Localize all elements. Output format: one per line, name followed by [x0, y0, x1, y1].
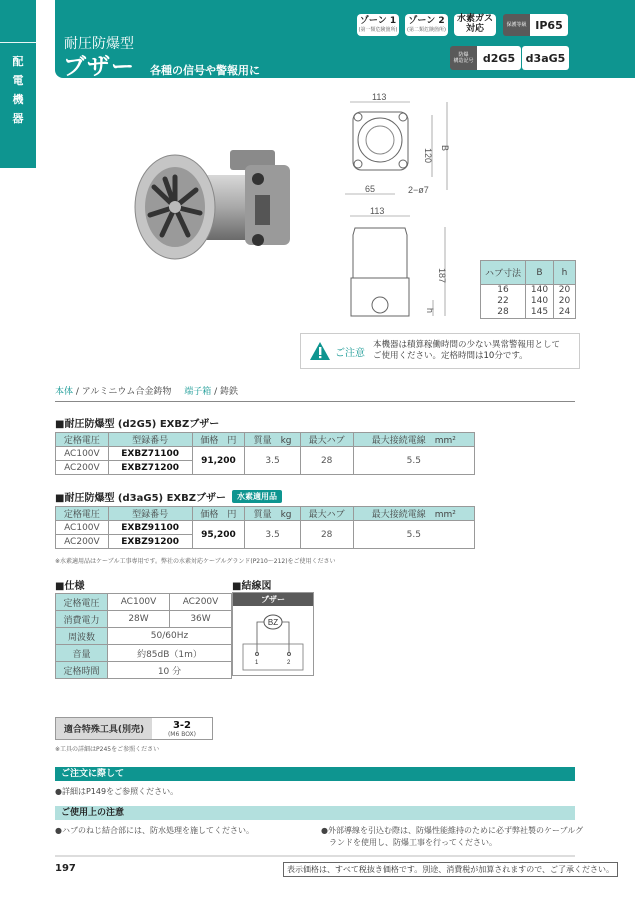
zone2-badge: ゾーン 2 (第二類危険箇所) — [405, 14, 448, 36]
svg-text:113: 113 — [370, 206, 385, 216]
svg-text:65: 65 — [365, 184, 376, 194]
side-category-tab[interactable] — [0, 43, 36, 168]
product-tagline: 各種の信号や警報用に — [150, 64, 260, 77]
side-char: 配 — [12, 55, 24, 68]
table1-title: ■耐圧防爆型 (d2G5) EXBZブザー — [55, 419, 220, 430]
svg-text:h: h — [425, 308, 435, 314]
table-row: AC100V EXBZ91100 95,200 3.5 28 5.5 — [56, 521, 475, 535]
svg-text:B: B — [440, 145, 450, 152]
table-row: 16 140 20 — [481, 285, 576, 297]
usage-item-2: ●外部導線を引込む際は、防爆性能維持のために必ず弊社製のケーブルグ ランドを使用し、防爆工事を行ってください。 — [321, 826, 584, 847]
svg-text:113: 113 — [372, 92, 387, 102]
product-table-d3ag5: 定格電圧 型録番号 価格 円 質量 kg 最大ハブ 最大接続電線 mm² AC100V EXBZ91100 95,200 3.5 28 5.5 AC200V EXBZ91200 — [55, 506, 475, 549]
table-row: 28 145 24 — [481, 307, 576, 319]
side-char: 器 — [12, 112, 24, 125]
protection-label: 保護等級 — [503, 14, 530, 36]
wiring-diagram: ブザー BZ 1 2 — [232, 592, 314, 676]
table-row: 音量 約85dB（1m） — [56, 645, 232, 662]
protection-value: IP65 — [530, 14, 568, 36]
order-section-header: ご注文に際して — [55, 767, 575, 781]
side-tab-top — [0, 0, 36, 42]
caution-label: ご注意 — [335, 347, 365, 359]
price-note: 表示価格は、すべて税抜き価格です。別途、消費税が加算されますので、ご了承ください。 — [283, 862, 618, 877]
product-table-d2g5: 定格電圧 型録番号 価格 円 質量 kg 最大ハブ 最大接続電線 mm² AC100V EXBZ71100 91,200 3.5 28 5.5 AC200V EXBZ71200 — [55, 432, 475, 475]
table-row: 消費電力 28W 36W — [56, 611, 232, 628]
hydrogen-badge: 水素ガス 対応 — [454, 14, 496, 36]
side-char: 電 — [12, 74, 24, 87]
table-row: 周波数 50/60Hz — [56, 628, 232, 645]
dimension-drawing — [325, 90, 505, 330]
material-info: 本体 / アルミニウム合金鋳物 端子箱 / 鋳鉄 — [55, 387, 238, 397]
spec-title: ■仕様 — [55, 581, 85, 592]
divider — [55, 401, 575, 402]
svg-text:BZ: BZ — [267, 618, 279, 627]
page-number: 197 — [55, 863, 76, 874]
usage-item-1: ●ハブのねじ結合部には、防水処理を施してください。 — [55, 826, 254, 835]
hydrogen-product-badge: 水素適用品 — [232, 490, 282, 503]
svg-text:1: 1 — [255, 660, 259, 666]
explosion-label: 防爆 構造記号 — [450, 46, 477, 70]
spec-table — [55, 593, 232, 679]
special-tool-box: 適合特殊工具(別売) 3-2 (M6 BOX) — [55, 717, 213, 740]
table-row: AC100V EXBZ71100 91,200 3.5 28 5.5 — [56, 447, 475, 461]
wiring-title: ■結線図 — [232, 581, 272, 592]
table-row: 定格時間 10 分 — [56, 662, 232, 679]
caution-box: ご注意 本機器は積算稼働時間の少ない異常警報用として ご使用ください。定格時間は10分です。 — [300, 333, 580, 369]
table-row: 22 140 20 — [481, 296, 576, 307]
hub-dimension-table: ハブ寸法 B h 16 140 20 22 140 20 28 145 24 — [480, 260, 576, 319]
order-item: ●詳細はP149をご参照ください。 — [55, 787, 179, 796]
svg-text:120: 120 — [423, 148, 433, 164]
warning-icon — [309, 341, 331, 361]
explosion-code-d2g5: d2G5 — [477, 46, 521, 70]
svg-text:187: 187 — [437, 268, 447, 284]
table-row: AC200V EXBZ91200 — [56, 535, 475, 549]
footer-divider — [55, 855, 575, 857]
svg-text:2: 2 — [287, 660, 291, 666]
hydrogen-note: ※水素適用品はケーブル工事専用です。弊社の水素対応ケーブルグランド(P210～212)をご使用ください — [55, 558, 336, 565]
svg-text:2−ø7: 2−ø7 — [408, 185, 429, 195]
explosion-code-d3ag5: d3aG5 — [522, 46, 569, 70]
table2-title-row: ■耐圧防爆型 (d3aG5) EXBZブザー 水素適用品 — [55, 489, 282, 504]
table-row: AC200V EXBZ71200 — [56, 461, 475, 475]
tool-note: ※工具の詳細はP245をご参照ください — [55, 746, 160, 753]
table-row: 定格電圧 AC100V AC200V — [56, 594, 232, 611]
usage-section-header: ご使用上の注意 — [55, 806, 575, 820]
buzzer-product-photo — [130, 135, 300, 260]
side-char: 機 — [12, 93, 24, 106]
buzzer-circuit-icon — [233, 606, 313, 676]
product-title: ブザー — [63, 54, 135, 80]
product-subtitle: 耐圧防爆型 — [64, 36, 134, 52]
zone1-badge: ゾーン 1 (第一類危険箇所) — [357, 14, 399, 36]
